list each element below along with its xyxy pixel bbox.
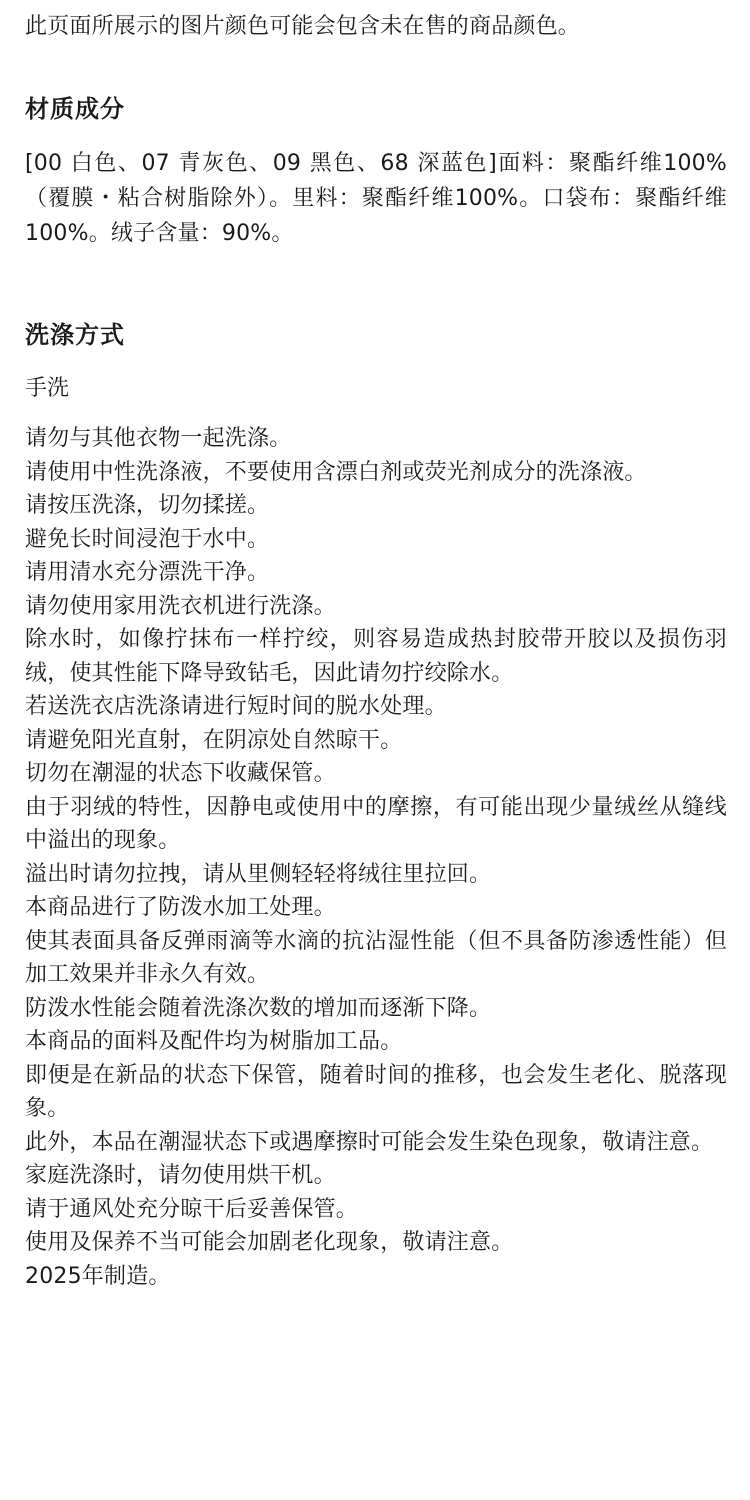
instruction-item: 避免长时间浸泡于水中。 bbox=[25, 526, 270, 552]
instruction-item: 由于羽绒的特性，因静电或使用中的摩擦，有可能出现少量绒丝从缝线中溢出的现象。 bbox=[25, 794, 727, 853]
instruction-item: 使用及保养不当可能会加剧老化现象，敬请注意。 bbox=[25, 1230, 514, 1255]
instruction-item: 请用清水充分漂洗干净。 bbox=[25, 560, 270, 585]
instruction-item: 请勿使用家用洗衣机进行洗涤。 bbox=[25, 593, 336, 619]
instruction-item: 请避免阳光直射，在阴凉处自然晾干。 bbox=[25, 727, 403, 753]
instruction-item: 本商品进行了防泼水加工处理。 bbox=[25, 895, 336, 920]
washing-method: 手洗 bbox=[25, 376, 70, 401]
instruction-item: 若送洗衣店洗涤请进行短时间的脱水处理。 bbox=[25, 694, 447, 719]
instruction-item: 即便是在新品的状态下保管，随着时间的推移，也会发生老化、脱落现象。 bbox=[25, 1062, 727, 1121]
color-notice: 此页面所展示的图片颜色可能会包含未在售的商品颜色。 bbox=[25, 14, 581, 39]
instruction-item: 家庭洗涤时，请勿使用烘干机。 bbox=[25, 1163, 336, 1188]
instruction-item: 切勿在潮湿的状态下收藏保管。 bbox=[25, 761, 336, 786]
instruction-item: 请勿与其他衣物一起洗涤。 bbox=[25, 426, 292, 451]
washing-instructions-list bbox=[25, 422, 727, 1293]
instruction-item: 溢出时请勿拉拽，请从里侧轻轻将绒往里拉回。 bbox=[25, 861, 492, 887]
instruction-item: 请使用中性洗涤液，不要使用含漂白剂或荧光剂成分的洗涤液。 bbox=[25, 459, 647, 485]
instruction-item: 本商品的面料及配件均为树脂加工品。 bbox=[25, 1029, 403, 1054]
instruction-item: 请于通风处充分晾干后妥善保管。 bbox=[25, 1196, 359, 1222]
instruction-item: 防泼水性能会随着洗涤次数的增加而逐渐下降。 bbox=[25, 995, 492, 1021]
washing-section-title: 洗涤方式 bbox=[25, 321, 125, 349]
instruction-item: 请按压洗涤，切勿揉搓。 bbox=[25, 493, 270, 518]
instruction-item: 此外，本品在潮湿状态下或遇摩擦时可能会发生染色现象，敬请注意。 bbox=[25, 1129, 714, 1155]
instruction-item: 使其表面具备反弹雨滴等水滴的抗沾湿性能（但不具备防渗透性能）但加工效果并非永久有效。 bbox=[25, 928, 727, 987]
instruction-item: 除水时，如像拧抹布一样拧绞，则容易造成热封胶带开胶以及损伤羽绒，使其性能下降导致钻毛，因此请勿拧绞除水。 bbox=[25, 627, 727, 686]
instruction-item: 2025年制造。 bbox=[25, 1263, 171, 1289]
material-composition-text: [00 白色、07 青灰色、09 黑色、68 深蓝色]面料：聚酯纤维100%（覆膜・粘合树脂除外）。里料：聚酯纤维100%。口袋布：聚酯纤维100%。绒子含量：90%。 bbox=[25, 151, 727, 246]
material-section-title: 材质成分 bbox=[25, 95, 125, 123]
